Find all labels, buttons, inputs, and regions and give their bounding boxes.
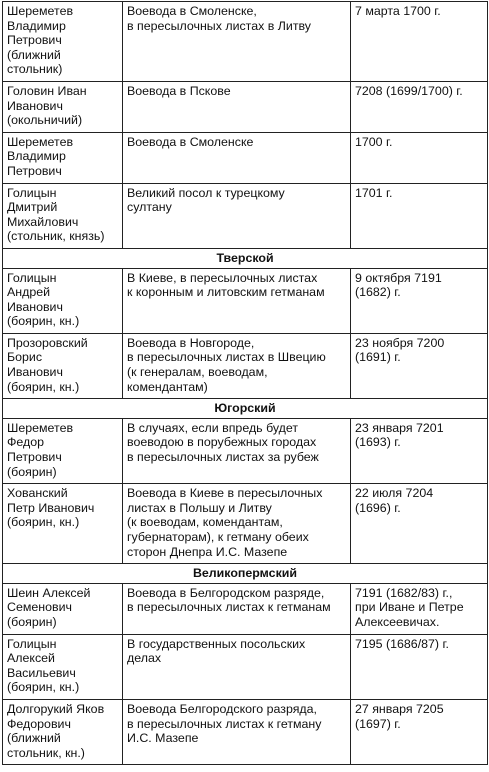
post-description-cell: Воевода в Киеве в пересылочных листах в Польшу и Литву (к воеводам, комендантам, губернаторам), к гетману обеих сторон Днепра И.С. Мазепе xyxy=(123,484,351,564)
person-name-cell: Голицын Алексей Васильевич (боярин, кн.) xyxy=(3,634,123,699)
table-row xyxy=(3,183,488,248)
date-cell: 22 июля 7204 (1696) г. xyxy=(351,484,488,564)
person-name-cell: Прозоровский Борис Иванович (боярин, кн.) xyxy=(3,333,123,398)
table-row xyxy=(3,2,488,82)
table-row xyxy=(3,132,488,183)
date-cell: 23 ноября 7200 (1691) г. xyxy=(351,333,488,398)
section-title: Тверской xyxy=(3,248,488,268)
person-name-cell: Шеин Алексей Семенович (боярин) xyxy=(3,583,123,634)
post-description-cell: В случаях, если впредь будет воеводою в порубежных городах в пересылочных листах за рубеж xyxy=(123,418,351,483)
post-description-cell: Воевода в Смоленске xyxy=(123,132,351,183)
date-cell: 7208 (1699/1700) г. xyxy=(351,81,488,132)
table-row xyxy=(3,333,488,398)
date-cell: 27 января 7205 (1697) г. xyxy=(351,699,488,764)
post-description-cell: Великий посол к турецкому султану xyxy=(123,183,351,248)
date-cell: 23 января 7201 (1693) г. xyxy=(351,418,488,483)
table-row xyxy=(3,418,488,483)
post-description-cell: Воевода в Смоленске, в пересылочных листах в Литву xyxy=(123,2,351,82)
date-cell: 7191 (1682/83) г., при Иване и Петре Алексеевичах. xyxy=(351,583,488,634)
section-title: Великопермский xyxy=(3,564,488,584)
person-name-cell: Голицын Андрей Иванович (боярин, кн.) xyxy=(3,268,123,333)
date-cell: 9 октября 7191 (1682) г. xyxy=(351,268,488,333)
section-header-row xyxy=(3,248,488,268)
post-description-cell: Воевода в Пскове xyxy=(123,81,351,132)
table-row xyxy=(3,268,488,333)
table-row xyxy=(3,634,488,699)
post-description-cell: В Киеве, в пересылочных листах к коронным и литовским гетманам xyxy=(123,268,351,333)
person-name-cell: Головин Иван Иванович (окольничий) xyxy=(3,81,123,132)
date-cell: 1700 г. xyxy=(351,132,488,183)
person-name-cell: Шереметев Владимир Петрович xyxy=(3,132,123,183)
date-cell: 1701 г. xyxy=(351,183,488,248)
section-header-row xyxy=(3,399,488,419)
table-row xyxy=(3,81,488,132)
section-header-row xyxy=(3,564,488,584)
person-name-cell: Шереметев Владимир Петрович (ближний стольник) xyxy=(3,2,123,82)
person-name-cell: Хованский Петр Иванович (боярин, кн.) xyxy=(3,484,123,564)
post-description-cell: Воевода Белгородского разряда, в пересылочных листах к гетману И.С. Мазепе xyxy=(123,699,351,764)
person-name-cell: Шереметев Федор Петрович (боярин) xyxy=(3,418,123,483)
table-body xyxy=(3,2,488,765)
post-description-cell: Воевода в Новгороде, в пересылочных листах в Швецию (к генералам, воеводам, комендантам) xyxy=(123,333,351,398)
table-row xyxy=(3,583,488,634)
date-cell: 7 марта 1700 г. xyxy=(351,2,488,82)
date-cell: 7195 (1686/87) г. xyxy=(351,634,488,699)
post-description-cell: Воевода в Белгородском разряде, в пересылочных листах к гетманам xyxy=(123,583,351,634)
titles-table xyxy=(2,1,488,765)
person-name-cell: Долгорукий Яков Федорович (ближний стольник, кн.) xyxy=(3,699,123,764)
person-name-cell: Голицын Дмитрий Михайлович (стольник, князь) xyxy=(3,183,123,248)
section-title: Югорский xyxy=(3,399,488,419)
post-description-cell: В государственных посольских делах xyxy=(123,634,351,699)
table-row xyxy=(3,699,488,764)
table-row xyxy=(3,484,488,564)
